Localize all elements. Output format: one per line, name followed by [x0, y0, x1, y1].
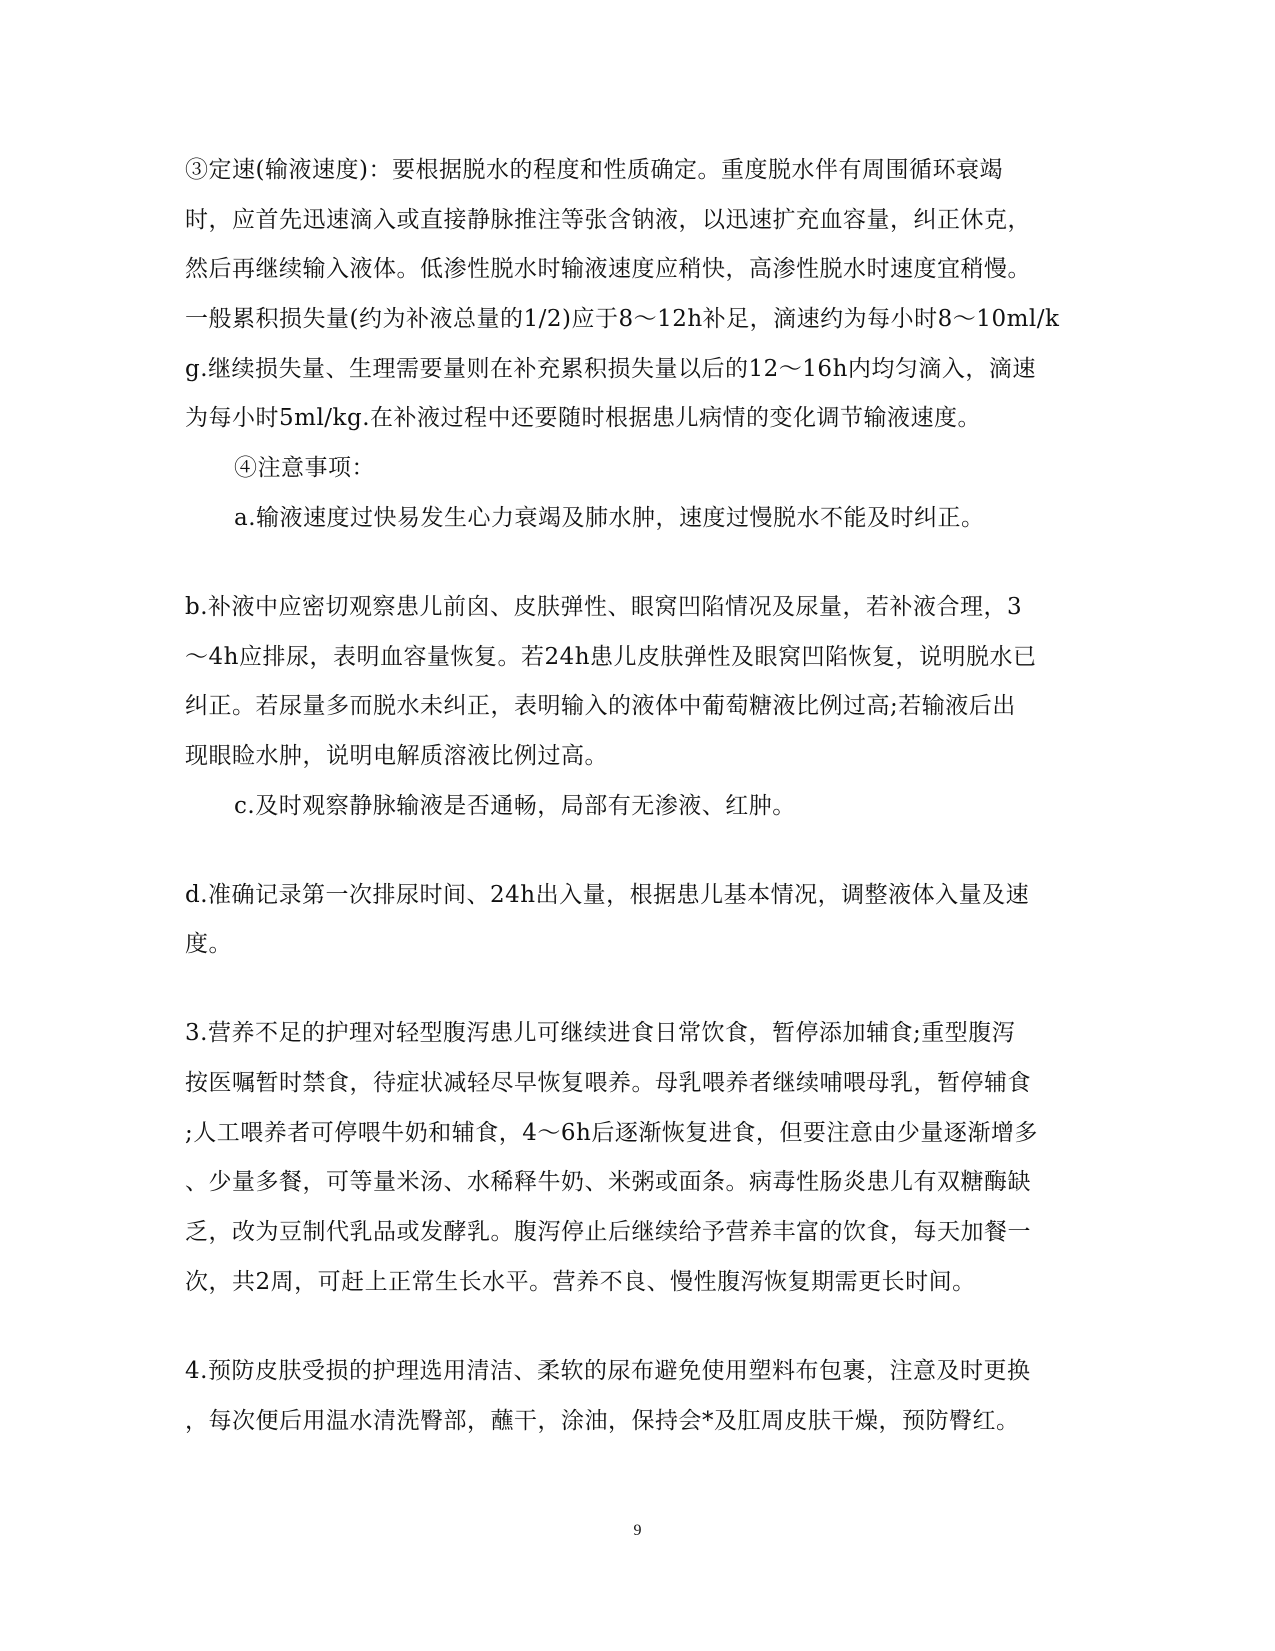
- list-item-d: d.准确记录第一次排尿时间、24h出入量，根据患儿基本情况，调整液体入量及速: [185, 882, 1030, 908]
- body-text-line: 度。: [185, 931, 232, 957]
- body-text-line: 现眼睑水肿，说明电解质溶液比例过高。: [185, 743, 608, 769]
- body-text-line: 按医嘱暂时禁食，待症状减轻尽早恢复喂养。母乳喂养者继续哺喂母乳，暂停辅食: [185, 1070, 1031, 1096]
- body-text-line: ，每次便后用温水清洗臀部，蘸干，涂油，保持会*及肛周皮肤干燥，预防臀红。: [185, 1408, 1020, 1434]
- list-item-a: a.输液速度过快易发生心力衰竭及肺水肿，速度过慢脱水不能及时纠正。: [234, 505, 985, 531]
- body-text-line: g.继续损失量、生理需要量则在补充累积损失量以后的12～16h内均匀滴入，滴速: [185, 356, 1036, 382]
- body-text-line: 纠正。若尿量多而脱水未纠正，表明输入的液体中葡萄糖液比例过高;若输液后出: [185, 693, 1016, 719]
- body-text-line: ③定速(输液速度)：要根据脱水的程度和性质确定。重度脱水伴有周围循环衰竭: [185, 157, 1003, 183]
- section-3-paragraph: 3.营养不足的护理对轻型腹泻患儿可继续进食日常饮食，暂停添加辅食;重型腹泻: [185, 1020, 1016, 1046]
- body-text-line: 为每小时5ml/kg.在补液过程中还要随时根据患儿病情的变化调节输液速度。: [185, 405, 982, 431]
- body-text-line: 乏，改为豆制代乳品或发酵乳。腹泻停止后继续给予营养丰富的饮食，每天加餐一: [185, 1219, 1031, 1245]
- body-text-line: ;人工喂养者可停喂牛奶和辅食，4～6h后逐渐恢复进食，但要注意由少量逐渐增多: [185, 1120, 1038, 1146]
- section-heading: ④注意事项：: [234, 455, 375, 481]
- body-text-line: ～4h应排尿，表明血容量恢复。若24h患儿皮肤弹性及眼窝凹陷恢复，说明脱水已: [185, 644, 1037, 670]
- body-text-line: 一般累积损失量(约为补液总量的1/2)应于8～12h补足，滴速约为每小时8～10ml/k: [185, 306, 1060, 332]
- list-item-b: b.补液中应密切观察患儿前囟、皮肤弹性、眼窝凹陷情况及尿量，若补液合理，3: [185, 594, 1023, 620]
- body-text-line: 次，共2周，可赶上正常生长水平。营养不良、慢性腹泻恢复期需更长时间。: [185, 1269, 976, 1295]
- list-item-c: c.及时观察静脉输液是否通畅，局部有无渗液、红肿。: [234, 793, 796, 819]
- body-text-line: 然后再继续输入液体。低渗性脱水时输液速度应稍快，高渗性脱水时速度宜稍慢。: [185, 256, 1031, 282]
- body-text-line: 时，应首先迅速滴入或直接静脉推注等张含钠液，以迅速扩充血容量，纠正休克，: [185, 207, 1031, 233]
- page-number: 9: [633, 1522, 642, 1539]
- section-4-paragraph: 4.预防皮肤受损的护理选用清洁、柔软的尿布避免使用塑料布包裹，注意及时更换: [185, 1358, 1031, 1384]
- body-text-line: 、少量多餐，可等量米汤、水稀释牛奶、米粥或面条。病毒性肠炎患儿有双糖酶缺: [185, 1169, 1031, 1195]
